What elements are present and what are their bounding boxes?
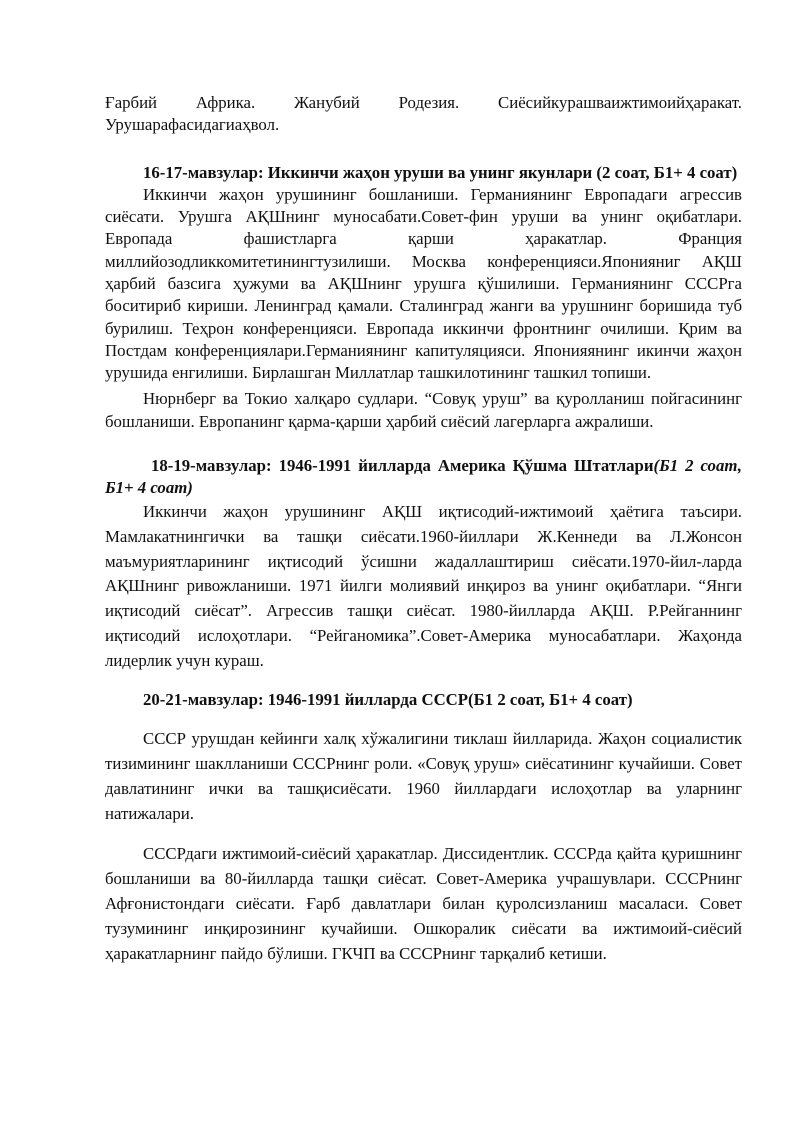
topic-20-21-heading: 20-21-мавзулар: 1946-1991 йилларда СССР(Б1 2 соат, Б1+ 4 соат) [143,690,633,710]
document-page [105,92,742,967]
topic-16-17-heading: 16-17-мавзулар: Иккинчи жаҳон уруши ва унинг якунлари (2 соат, Б1+ 4 соат) [143,162,738,182]
topic-20-21-paragraph-1: СССР урушдан кейинги халқ хўжалигини тиклаш йилларида. Жаҳон социалистик тизимининг шаклланиши СССРнинг роли. «Совуқ уруш» сиёсатининг кучайиши. Совет давлатининг ички ва ташқисиёсати. 1960 йиллардаги ислоҳотлар ва уларнинг натижалари. [105,729,742,824]
topic-18-19-heading [105,455,742,500]
topic-16-17-paragraph-1: Иккинчи жаҳон урушининг бошланиши. Германиянинг Европадаги агрессив сиёсати. Урушга АҚШнинг муносабати.Совет-фин уруши ва унинг оқибатлари. Европада фашистларга қарши ҳаракатлар. Франция миллийозодликкомитетинингтузилиши. Москва конференцияси.Японияниг АҚШ ҳарбий базсига ҳужуми ва АҚШнинг урушга қўшилиши. Германиянинг СССРга боситириб кириши. Ленинград қамали. Сталинград жанги ва урушнинг боришида туб бурилиш. Теҳрон конференцияси. Европада иккинчи фронтнинг очилиши. Қрим ва Постдам конференциялари.Германиянинг капитуляцияси. Японияянинг икинчи жаҳон урушида енгилиши. Бирлашган Миллатлар ташкилотининг ташкил топиши. [105,184,742,383]
topic-20-21-paragraph-2: СССРдаги ижтимоий-сиёсий ҳаракатлар. Диссидентлик. СССРда қайта қуришнинг бошланиши ва 80-йилларда ташқи сиёсат. Совет-Америка учрашувлари. СССРнинг Афғонистондаги сиёсати. Ғарб давлатлари билан қуролсизланиш масаласи. Совет тузумининг инқирозининг кучайиши. Ошкоралик сиёсати ва ижтимоий-сиёсий ҳаракатларнинг пайдо бўлиши. ГКЧП ва СССРнинг тарқалиб кетиши. [105,844,742,963]
topic-18-19-heading-main: 18-19-мавзулар: 1946-1991 йилларда Америка Қўшма Штатлари [151,456,654,476]
topic-16-17-paragraph-2: Нюрнберг ва Токио халқаро судлари. “Совуқ уруш” ва қуролланиш пойгасининг бошланиши. Европанинг қарма-қарши ҳарбий сиёсий лагерларга ажралиши. [105,388,742,432]
topic-18-19-paragraph-1: Иккинчи жаҳон урушининг АҚШ иқтисодий-ижтимоий ҳаётига таъсири. Мамлакатнингички ва ташқи сиёсати.1960-йиллари Ж.Кеннеди ва Л.Жонсон маъмуриятларининг иқтисодий ўсишни жадаллаштириш сиёсати.1970-йил-ларда АҚШнинг ривожланиши. 1971 йилги молиявий инқироз ва унинг оқибатлари. “Янги иқтисодий сиёсат”. Агрессив ташқи сиёсат. 1980-йилларда АҚШ. Р.Рейганнинг иқтисодий ислоҳотлари. “Рейганомика”.Совет-Америка муносабатлари. Жаҳонда лидерлик учун кураш. [105,501,742,671]
topic-18-19-heading-hours: (Б1 2 соат, Б1+ 4 соат) [105,456,742,498]
intro-paragraph: Ғарбий Африка. Жанубий Родезия. Сиёсийкурашваижтимоийҳаракат. Урушарафасидагиаҳвол. [105,93,742,135]
